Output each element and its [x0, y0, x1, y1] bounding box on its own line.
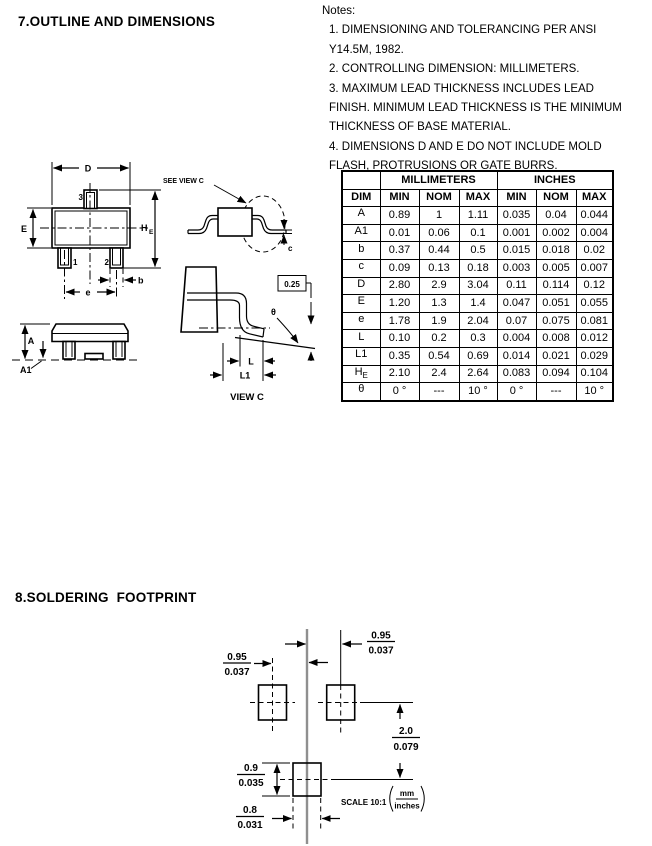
soldering-footprint-drawing	[210, 625, 445, 846]
side-view-drawing	[163, 178, 293, 253]
pin2-label: 2	[104, 258, 109, 267]
pin1-label: 1	[73, 258, 78, 267]
cell: b	[342, 242, 380, 260]
cell: 0.001	[497, 224, 536, 242]
view-c-caption: VIEW C	[230, 392, 264, 403]
cell: 0.13	[419, 259, 459, 277]
cell: 0.1	[459, 224, 497, 242]
cell: 2.4	[419, 365, 459, 383]
dim-label-HE-sub: E	[149, 229, 154, 236]
cell: 0.09	[380, 259, 419, 277]
cell: MIN	[497, 189, 536, 207]
cell: 0.54	[419, 347, 459, 365]
cell: 0.10	[380, 330, 419, 348]
cell: 1.20	[380, 295, 419, 313]
cell: A	[342, 207, 380, 225]
cell: 2.9	[419, 277, 459, 295]
pad-width-mm: 0.8	[243, 805, 257, 816]
scale-label: SCALE 10:1	[341, 798, 387, 807]
dim-label-D: D	[84, 163, 92, 174]
cell: 0.005	[536, 259, 576, 277]
pitch-left-mm: 0.95	[227, 652, 247, 663]
cell: 0.114	[536, 277, 576, 295]
cell: MAX	[576, 189, 613, 207]
note-line: 2. CONTROLLING DIMENSION: MILLIMETERS.	[329, 63, 580, 76]
cell: 0.02	[576, 242, 613, 260]
outline-drawing	[0, 152, 345, 422]
cell: 1.3	[419, 295, 459, 313]
cell: 0.007	[576, 259, 613, 277]
pad-height-mm: 0.9	[244, 763, 258, 774]
cell: MIN	[380, 189, 419, 207]
table-row	[342, 330, 613, 348]
cell: 0.003	[497, 259, 536, 277]
cell: 0.12	[576, 277, 613, 295]
table-row	[342, 224, 613, 242]
cell: 0.021	[536, 347, 576, 365]
cell: 0.051	[536, 295, 576, 313]
right-paren	[421, 786, 424, 812]
inches-group-header: INCHES	[497, 171, 613, 189]
cell: ---	[536, 383, 576, 401]
cell: 1.11	[459, 207, 497, 225]
table-row	[342, 347, 613, 365]
table-row	[342, 242, 613, 260]
table-row	[342, 365, 613, 383]
see-view-c-label: SEE VIEW C	[163, 178, 204, 185]
section7-title: 7.OUTLINE AND DIMENSIONS	[18, 14, 216, 30]
cell: 0.081	[576, 312, 613, 330]
cell: 0.083	[497, 365, 536, 383]
cell: 0.37	[380, 242, 419, 260]
cell: 2.10	[380, 365, 419, 383]
cell: 1.4	[459, 295, 497, 313]
cell: D	[342, 277, 380, 295]
row-spacing-in: 0.079	[393, 742, 419, 753]
pitch-right-mm: 0.95	[371, 630, 391, 642]
dim-label-A: A	[27, 336, 35, 346]
pitch-right-in: 0.037	[368, 645, 394, 657]
cell: 0.2	[419, 330, 459, 348]
table-row	[342, 207, 613, 225]
top-view-drawing	[21, 162, 161, 299]
note-line: 3. MAXIMUM LEAD THICKNESS INCLUDES LEAD	[329, 82, 594, 95]
cell: e	[342, 312, 380, 330]
cell: 1.9	[419, 312, 459, 330]
section8-title: 8.SOLDERING FOOTPRINT	[15, 590, 197, 606]
cell: $H_E$	[342, 365, 380, 383]
cell: 10 °	[576, 383, 613, 401]
cell: 0.029	[576, 347, 613, 365]
cell: 0.104	[576, 365, 613, 383]
cell: 2.04	[459, 312, 497, 330]
row-spacing-mm: 2.0	[399, 726, 413, 737]
cell: 0.047	[497, 295, 536, 313]
unit-inches-label: inches	[394, 801, 420, 811]
table-row	[342, 277, 613, 295]
cell: 1	[419, 207, 459, 225]
table-row	[342, 312, 613, 330]
cell: 0 °	[380, 383, 419, 401]
table-row	[342, 295, 613, 313]
cell: 0.075	[536, 312, 576, 330]
cell: 0.004	[497, 330, 536, 348]
cell: c	[342, 259, 380, 277]
note-line: 1. DIMENSIONING AND TOLERANCING PER ANSI	[329, 24, 597, 37]
cell: 0.004	[576, 224, 613, 242]
cell: 2.64	[459, 365, 497, 383]
cell: 10 °	[459, 383, 497, 401]
cell: 0.07	[497, 312, 536, 330]
dim-label-c: c	[288, 244, 293, 253]
cell: 0.015	[497, 242, 536, 260]
cell: L1	[342, 347, 380, 365]
note-line: 4. DIMENSIONS D AND E DO NOT INCLUDE MOLD	[329, 140, 602, 153]
cell: A1	[342, 224, 380, 242]
table-row	[342, 259, 613, 277]
front-view-drawing	[12, 324, 142, 375]
cell: 0.3	[459, 330, 497, 348]
cell: 0.44	[419, 242, 459, 260]
pad-width-in: 0.031	[237, 820, 263, 831]
cell: 0.014	[497, 347, 536, 365]
note-line: Y14.5M, 1982.	[329, 43, 404, 56]
table-group-header-row	[342, 171, 613, 189]
cell: 0.06	[419, 224, 459, 242]
pad-height-in: 0.035	[238, 778, 264, 789]
cell: 0.044	[576, 207, 613, 225]
notes-heading: Notes:	[322, 5, 356, 17]
dim-label-L1: L1	[239, 370, 251, 381]
cell	[342, 171, 380, 189]
cell: 2.80	[380, 277, 419, 295]
unit-mm-label: mm	[399, 789, 415, 798]
cell: 0.35	[380, 347, 419, 365]
dim-label-A1: A1	[20, 365, 32, 375]
mm-group-header: MILLIMETERS	[380, 171, 497, 189]
dim-label-theta: θ	[271, 307, 276, 317]
cell: 0.11	[497, 277, 536, 295]
cell: MAX	[459, 189, 497, 207]
dimensions-table	[341, 170, 614, 402]
dim-label-E: E	[20, 224, 28, 234]
cell: 0.04	[536, 207, 576, 225]
cell: 0.035	[497, 207, 536, 225]
cell: NOM	[536, 189, 576, 207]
cell: θ	[342, 383, 380, 401]
table-column-header-row	[342, 189, 613, 207]
cell: 0.5	[459, 242, 497, 260]
view-c-drawing	[181, 267, 315, 403]
note-line: FLASH, PROTRUSIONS OR GATE BURRS.	[329, 160, 558, 173]
left-paren	[390, 786, 393, 812]
pin3-label: 3	[78, 193, 83, 202]
cell: 0.018	[536, 242, 576, 260]
cell: 0.89	[380, 207, 419, 225]
cell: E	[342, 295, 380, 313]
cell: 3.04	[459, 277, 497, 295]
cell: NOM	[419, 189, 459, 207]
cell: 0.002	[536, 224, 576, 242]
dim-label-e: e	[85, 287, 91, 298]
cell: 0.094	[536, 365, 576, 383]
cell: 0 °	[497, 383, 536, 401]
cell: L	[342, 330, 380, 348]
cell: 0.008	[536, 330, 576, 348]
dim-label-b: b	[138, 275, 144, 286]
table-row	[342, 383, 613, 401]
cell: 0.01	[380, 224, 419, 242]
pitch-left-in: 0.037	[224, 667, 250, 678]
cell: 0.055	[576, 295, 613, 313]
dim-label-L: L	[248, 356, 254, 367]
cell: 0.18	[459, 259, 497, 277]
cell: ---	[419, 383, 459, 401]
notes-block	[322, 2, 648, 177]
note-line: THICKNESS OF BASE MATERIAL.	[329, 121, 511, 134]
cell: 1.78	[380, 312, 419, 330]
dim-label-HE: H	[141, 223, 148, 233]
cell: DIM	[342, 189, 380, 207]
footprint-drawing	[223, 629, 424, 844]
gauge-plane-label: 0.25	[284, 280, 300, 289]
note-line: FINISH. MINIMUM LEAD THICKNESS IS THE MINIMUM	[329, 102, 622, 115]
cell: 0.012	[576, 330, 613, 348]
cell: 0.69	[459, 347, 497, 365]
